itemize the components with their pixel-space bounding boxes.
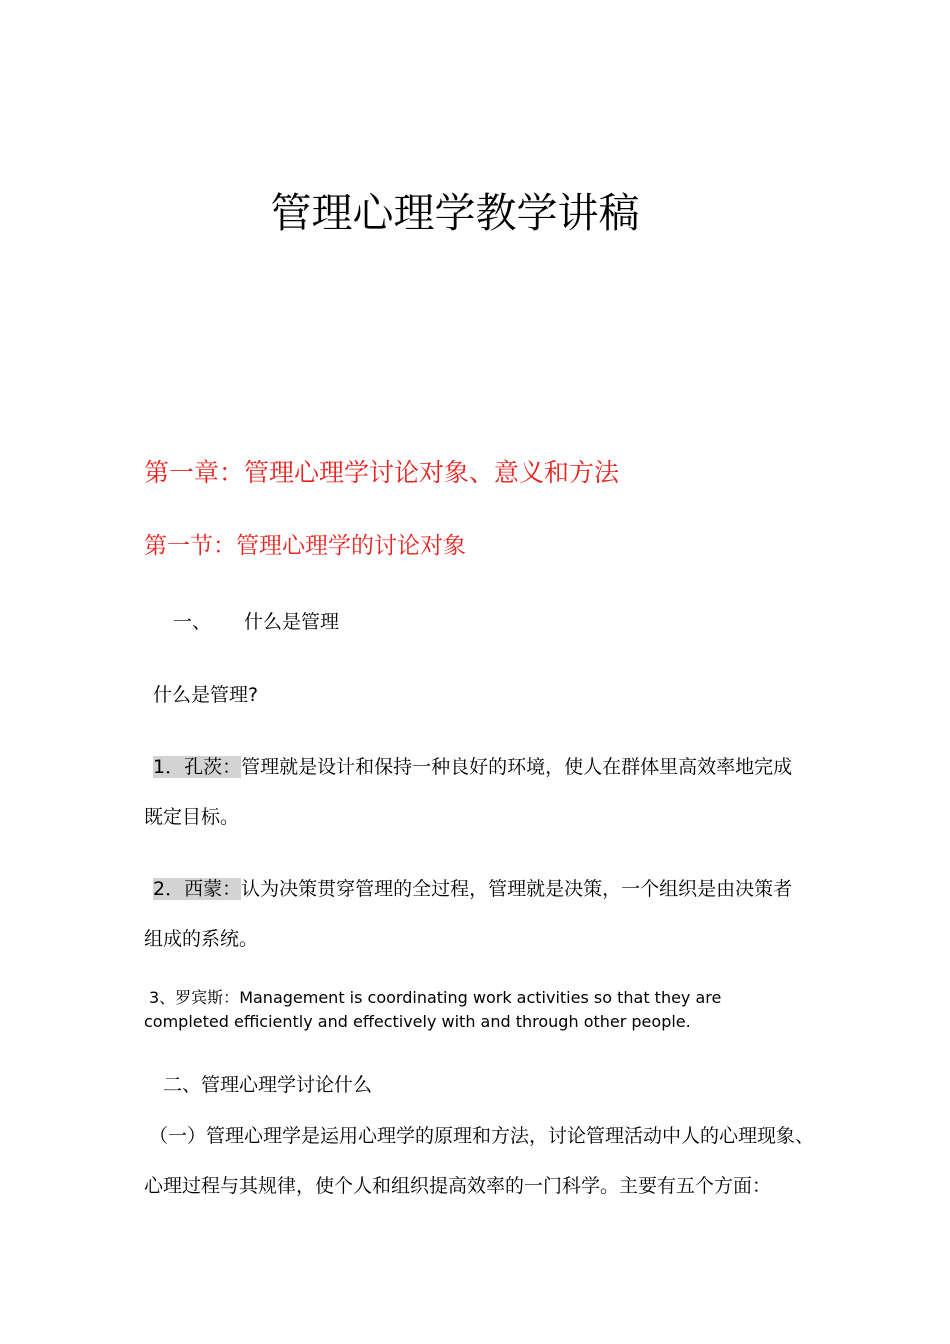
part1-heading: 什么是管理 bbox=[244, 611, 340, 633]
definition-koontz-continuation: 既定目标。 bbox=[144, 806, 240, 828]
definition-text: 管理就是设计和保持一种良好的环境，使人在群体里高效率地完成 bbox=[241, 756, 793, 778]
paragraph-line-1: （一）管理心理学是运用心理学的原理和方法，讨论管理活动中人的心理现象、 bbox=[149, 1125, 815, 1147]
paragraph-line-2: 心理过程与其规律，使个人和组织提高效率的一门科学。主要有五个方面： bbox=[144, 1175, 772, 1197]
definition-label: 1．孔茨： bbox=[153, 756, 242, 778]
definition-koontz bbox=[153, 758, 792, 777]
definition-label: 3、罗宾斯： bbox=[149, 988, 240, 1007]
part1-number: 一、 bbox=[173, 611, 212, 633]
definition-label: 2．西蒙： bbox=[153, 878, 242, 900]
definition-robbins bbox=[149, 986, 789, 1010]
document-title: 管理心理学教学讲稿 bbox=[270, 189, 640, 237]
definition-text: 认为决策贯穿管理的全过程，管理就是决策，一个组织是由决策者 bbox=[241, 878, 793, 900]
definition-simon bbox=[153, 880, 792, 899]
part2-heading: 二、管理心理学讨论什么 bbox=[163, 1074, 373, 1096]
definition-simon-continuation: 组成的系统。 bbox=[144, 928, 259, 950]
section-heading: 第一节：管理心理学的讨论对象 bbox=[144, 533, 466, 559]
question-text: 什么是管理? bbox=[153, 684, 259, 706]
definition-robbins-continuation: completed efficiently and effectively with and through other people. bbox=[144, 1012, 691, 1031]
chapter-heading: 第一章：管理心理学讨论对象、意义和方法 bbox=[144, 458, 620, 487]
definition-text: Management is coordinating work activities so that they are bbox=[239, 988, 722, 1007]
